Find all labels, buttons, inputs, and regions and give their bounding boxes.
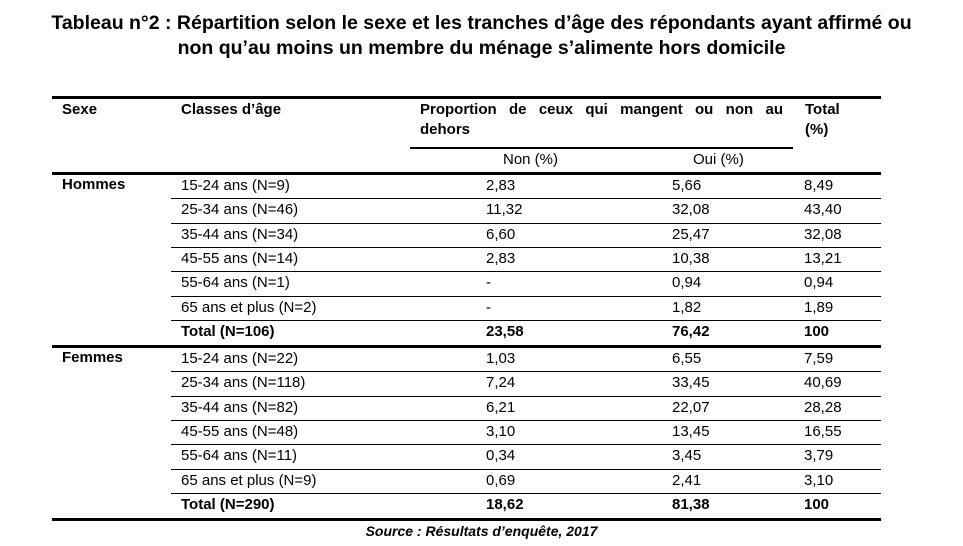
row-divider <box>171 469 881 470</box>
table-row-classe: 45-55 ans (N=14) <box>181 249 299 267</box>
table-row-classe: 15-24 ans (N=9) <box>181 177 290 194</box>
group-sexe-label: Femmes <box>62 349 123 366</box>
header-oui: Oui (%) <box>693 151 744 168</box>
table-row-total: 1,89 <box>804 298 834 316</box>
table-source: Source : Résultats d’enquête, 2017 <box>365 523 598 539</box>
table-row-total: 32,08 <box>804 225 842 243</box>
table-row-non: 2,83 <box>486 249 516 267</box>
table-row-non: 2,83 <box>486 177 516 194</box>
row-divider <box>171 296 881 297</box>
header-proportion-line2: dehors <box>420 121 471 138</box>
group-total-row-non: 18,62 <box>486 495 524 513</box>
header-sexe: Sexe <box>62 101 98 118</box>
row-divider <box>171 271 881 272</box>
table-row-classe: 35-44 ans (N=34) <box>181 225 299 243</box>
table-row-total: 8,49 <box>804 177 834 194</box>
row-divider <box>171 320 881 321</box>
table-row-non: 0,69 <box>486 471 516 489</box>
table-row-classe: 55-64 ans (N=1) <box>181 274 290 292</box>
group-total-row-non: 23,58 <box>486 322 524 340</box>
header-total-line1: Total <box>805 101 840 118</box>
table-row-non: 3,10 <box>486 422 516 440</box>
table-top-rule <box>52 96 881 99</box>
table-row-classe: 25-34 ans (N=118) <box>181 374 306 392</box>
header-proportion-line1: Proportion de ceux qui mangent ou non au <box>420 101 783 118</box>
table-row-classe: 35-44 ans (N=82) <box>181 398 299 416</box>
table-row-classe: 45-55 ans (N=48) <box>181 422 299 440</box>
group-sexe-label: Hommes <box>62 176 126 193</box>
row-divider <box>171 198 881 199</box>
group-total-row-oui: 76,42 <box>672 322 710 340</box>
group-top-rule <box>52 172 881 175</box>
table-row-oui: 5,66 <box>672 177 702 194</box>
table-row-oui: 32,08 <box>672 201 710 219</box>
table-row-classe: 25-34 ans (N=46) <box>181 201 299 219</box>
group-total-row-total: 100 <box>804 495 830 513</box>
row-divider <box>171 420 881 421</box>
table-row-classe: 65 ans et plus (N=2) <box>181 298 317 316</box>
table-row-non: 7,24 <box>486 374 516 392</box>
table-row-classe: 15-24 ans (N=22) <box>181 350 299 367</box>
header-total-line2: (%) <box>805 121 829 138</box>
table-row-oui: 0,94 <box>672 274 702 292</box>
table-row-total: 7,59 <box>804 350 834 367</box>
row-divider <box>171 247 881 248</box>
table-row-non: - <box>486 274 491 292</box>
table-row-oui: 33,45 <box>672 374 710 392</box>
group-total-row-classe: Total (N=290) <box>181 495 275 513</box>
table-row-oui: 1,82 <box>672 298 702 316</box>
table-row-non: 11,32 <box>486 201 523 219</box>
table-row-non: 1,03 <box>486 350 516 367</box>
group-top-rule <box>52 345 881 348</box>
table-row-oui: 2,41 <box>672 471 702 489</box>
table-title: Tableau n°2 : Répartition selon le sexe et les tranches d’âge des répondants ayant affirmé ou non qu’au moins un membre du ménage s’alimente hors domicile <box>51 12 912 59</box>
table-row-total: 3,10 <box>804 471 834 489</box>
table-row-oui: 6,55 <box>672 350 702 367</box>
table-row-non: 6,21 <box>486 398 516 416</box>
table-row-total: 28,28 <box>804 398 842 416</box>
row-divider <box>171 493 881 494</box>
table-row-oui: 3,45 <box>672 447 702 465</box>
table-row-oui: 25,47 <box>672 225 710 243</box>
table-row-non: - <box>486 298 491 316</box>
table-row-total: 40,69 <box>804 374 842 392</box>
group-total-row-oui: 81,38 <box>672 495 710 513</box>
group-total-row-classe: Total (N=106) <box>181 322 275 340</box>
row-divider <box>171 371 881 372</box>
table-bottom-rule <box>52 518 881 521</box>
table-row-total: 3,79 <box>804 447 834 465</box>
header-non: Non (%) <box>503 151 559 168</box>
row-divider <box>171 396 881 397</box>
table-row-oui: 22,07 <box>672 398 710 416</box>
table-row-non: 0,34 <box>486 447 516 465</box>
row-divider <box>171 223 881 224</box>
table-row-non: 6,60 <box>486 225 516 243</box>
table-row-oui: 10,38 <box>672 249 710 267</box>
group-total-row-total: 100 <box>804 322 830 340</box>
header-classes-age: Classes d’âge <box>181 101 282 118</box>
row-divider <box>171 444 881 445</box>
table-row-classe: 65 ans et plus (N=9) <box>181 471 317 489</box>
table-row-classe: 55-64 ans (N=11) <box>181 447 298 465</box>
table-row-oui: 13,45 <box>672 422 710 440</box>
table-row-total: 0,94 <box>804 274 834 292</box>
table-row-total: 43,40 <box>804 201 842 219</box>
subheader-rule <box>410 147 793 149</box>
table-row-total: 13,21 <box>804 249 842 267</box>
table-row-total: 16,55 <box>804 422 842 440</box>
